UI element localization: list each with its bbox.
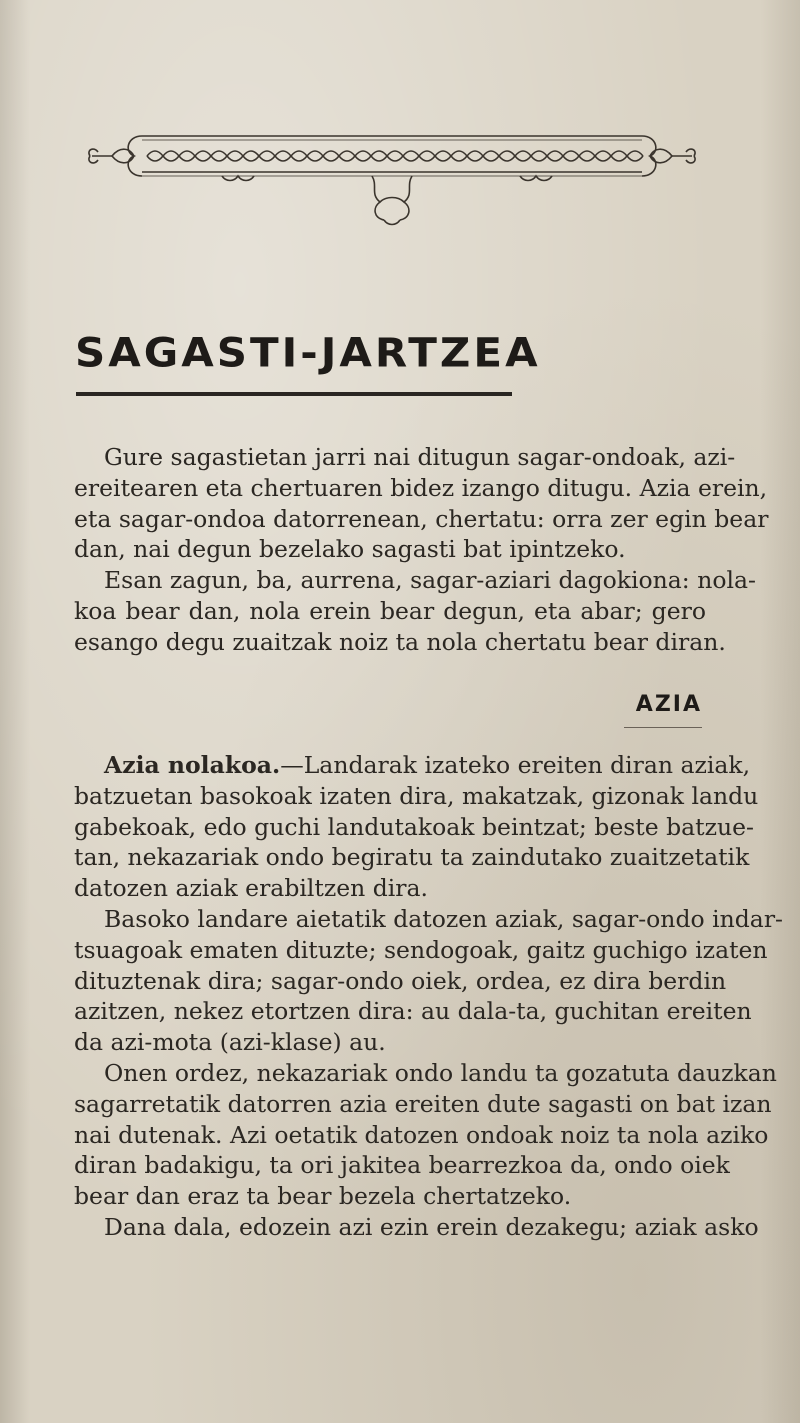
- intro-paragraphs: [74, 442, 769, 658]
- section-heading-underline: [624, 727, 702, 728]
- text-line: dituztenak dira; sagar-ondo oiek, ordea, ez dira berdin: [74, 966, 727, 995]
- text-line: tsuagoak ematen dituzte; sendogoak, gaitz guchigo izaten: [74, 935, 768, 964]
- title-underline: [76, 392, 512, 396]
- azia-lead-rest: —Landarak izateko ereiten diran aziak,: [280, 751, 751, 779]
- text-line: tan, nekazariak ondo begiratu ta zaindutako zuaitzetatik: [74, 843, 750, 872]
- text-line: koa bear dan, nola erein bear degun, eta abar; gero: [74, 596, 706, 625]
- page-title: SAGASTI-JARTZEA: [75, 329, 541, 376]
- decorative-header-ornament: [72, 122, 712, 232]
- azia-paragraphs: [74, 750, 783, 1243]
- text-line: bear dan eraz ta bear bezela chertatzeko.: [74, 1182, 572, 1211]
- text-line: Onen ordez, nekazariak ondo landu ta gozatuta dauzkan: [104, 1058, 777, 1087]
- text-line: da azi-mota (azi-klase) au.: [74, 1028, 386, 1057]
- text-line: eta sagar-ondoa datorrenean, chertatu: orra zer egin bear: [74, 504, 769, 533]
- text-line: gabekoak, edo guchi landutakoak beintzat; beste batzue-: [74, 812, 754, 841]
- text-line: dan, nai degun bezelako sagasti bat ipintzeko.: [74, 535, 626, 564]
- text-line: Dana dala, edozein azi ezin erein dezakegu; aziak asko: [104, 1212, 759, 1241]
- text-line: batzuetan basokoak izaten dira, makatzak, gizonak landu: [74, 781, 759, 810]
- text-line: diran badakigu, ta ori jakitea bearrezkoa da, ondo oiek: [74, 1151, 730, 1180]
- text-line: nai dutenak. Azi oetatik datozen ondoak noiz ta nola aziko: [74, 1120, 769, 1149]
- text-line: sagarretatik datorren azia ereiten dute sagasti on bat izan: [74, 1089, 772, 1118]
- text-line: azitzen, nekez etortzen dira: au dala-ta, guchitan ereiten: [74, 997, 752, 1026]
- text-line: ereitearen eta chertuaren bidez izango ditugu. Azia erein,: [74, 473, 768, 502]
- text-line: Gure sagastietan jarri nai ditugun sagar-ondoak, azi-: [104, 443, 736, 471]
- text-line: esango degu zuaitzak noiz ta nola chertatu bear diran.: [74, 627, 726, 656]
- text-line: Esan zagun, ba, aurrena, sagar-aziari dagokiona: nola-: [104, 566, 756, 595]
- text-line: Basoko landare aietatik datozen aziak, sagar-ondo indar-: [104, 904, 783, 933]
- text-line: datozen aziak erabiltzen dira.: [74, 874, 429, 903]
- section-heading-azia: AZIA: [635, 692, 702, 717]
- azia-lead-text: Azia nolakoa.: [104, 751, 281, 779]
- text-line: [74, 750, 751, 781]
